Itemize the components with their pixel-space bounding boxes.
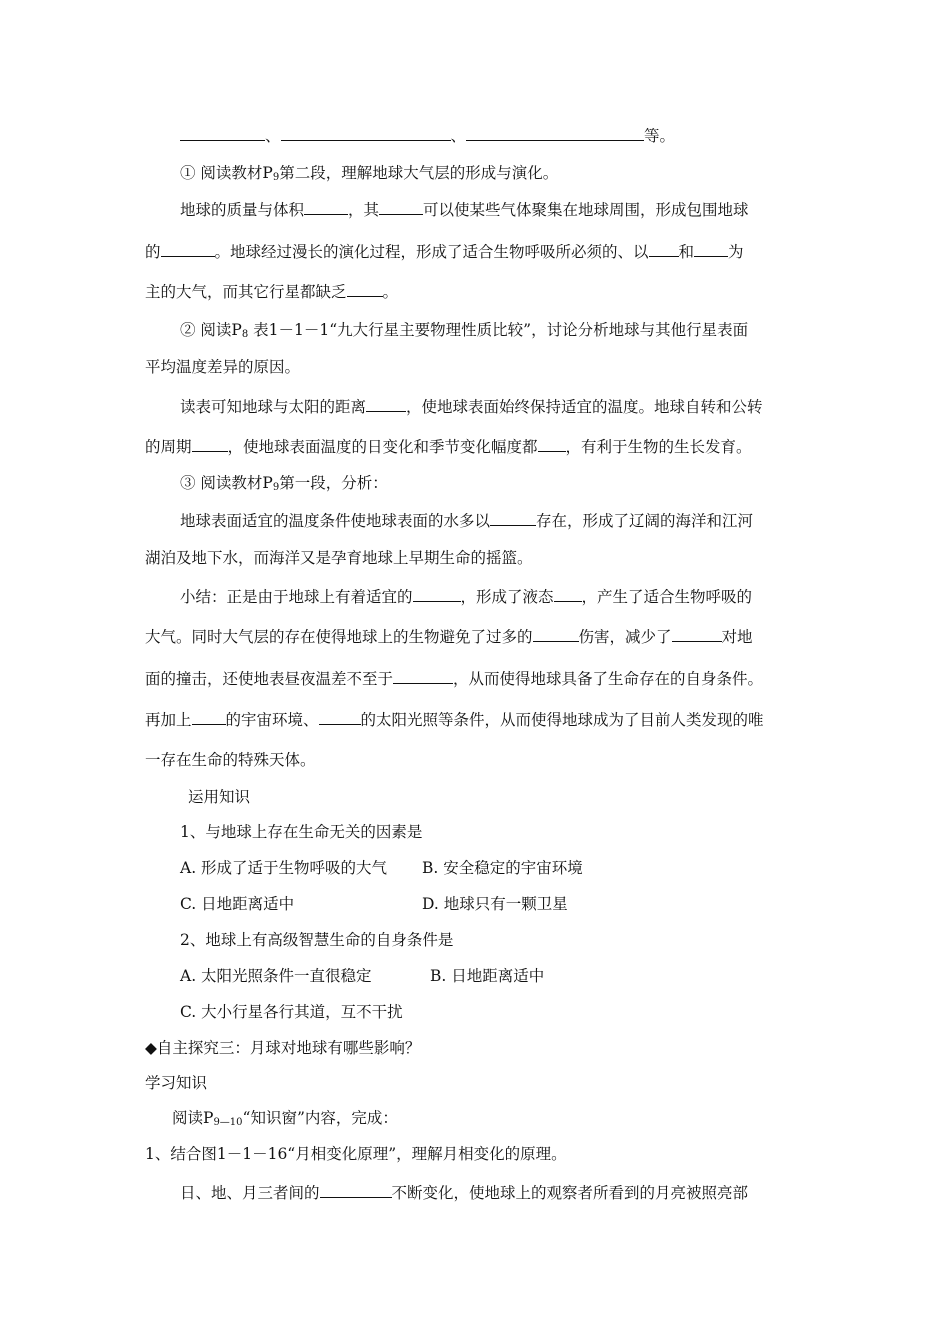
paragraph-line: 地球表面适宜的温度条件使地球表面的水多以 存在，形成了辽阔的海洋和江河 [180,512,754,530]
step-2-heading: ② 阅读$P_8$ 表1－1－1“九大行星主要物理性质比较”，讨论分析地球与其他行星表面 [180,321,749,340]
paragraph-line: 主的大气，而其它行星都缺乏 。 [145,283,399,301]
paragraph-line: 的周期 ，使地球表面温度的日变化和季节变化幅度都 ，有利于生物的生长发育。 [145,438,752,456]
paragraph-line: 平均温度差异的原因。 [145,358,301,376]
q1-option-c: C. 日地距离适中 [180,895,295,913]
question-1-stem: 1、与地球上存在生命无关的因素是 [180,823,423,841]
blank-line-1: 、 、 等。 [180,126,675,146]
step-3-heading: ③ 阅读教材$P_9$第一段，分析： [180,474,388,493]
q1-option-d: D. 地球只有一颗卫星 [422,895,568,913]
question-2-stem: 2、地球上有高级智慧生命的自身条件是 [180,931,454,949]
step-1-heading: ① 阅读教材$P_9$第二段，理解地球大气层的形成与演化。 [180,164,559,183]
q1-option-b: B. 安全稳定的宇宙环境 [422,859,583,877]
summary-line: 再加上 的宇宙环境、 的太阳光照等条件，从而使得地球成为了目前人类发现的唯 [145,711,764,729]
summary-line: 一存在生命的特殊天体。 [145,751,316,769]
q2-option-a: A. 太阳光照条件一直很稳定 [180,967,372,985]
q2-option-c: C. 大小行星各行其道，互不干扰 [180,1003,403,1021]
blank [466,126,644,141]
q2-option-b: B. 日地距离适中 [430,967,545,985]
paragraph-line: 地球的质量与体积 ，其 可以使某些气体聚集在地球周围，形成包围地球 [180,201,749,219]
paragraph-line: 湖泊及地下水，而海洋又是孕育地球上早期生命的摇篮。 [145,549,533,567]
blank [180,126,265,141]
q1-option-a: A. 形成了适于生物呼吸的大气 [180,859,388,877]
summary-line: 小结：正是由于地球上有着适宜的 ，形成了液态 ，产生了适合生物呼吸的 [180,588,753,606]
read-instruction: 阅读$P_{9—10}“$知识窗”内容，完成： [172,1109,398,1128]
section-heading-apply: 运用知识 [188,788,251,806]
item-1: 1、结合图1－1－16“月相变化原理”，理解月相变化的原理。 [145,1145,567,1163]
paragraph-line: 的 。地球经过漫长的演化过程，形成了适合生物呼吸所必须的、以 和 为 [145,243,744,261]
last-line: 日、地、月三者间的 不断变化，使地球上的观察者所看到的月亮被照亮部 [180,1184,749,1202]
summary-line: 大气。同时大气层的存在使得地球上的生物避免了过多的 伤害，减少了 对地 [145,628,753,646]
blank [281,126,451,141]
paragraph-line: 读表可知地球与太阳的距离 ，使地球表面始终保持适宜的温度。地球自转和公转 [180,398,763,416]
explore-3-heading: ◆自主探究三：月球对地球有哪些影响？ [145,1039,421,1057]
learn-heading: 学习知识 [145,1074,208,1092]
summary-line: 面的撞击，还使地表昼夜温差不至于 ，从而使得地球具备了生命存在的自身条件。 [145,670,764,688]
